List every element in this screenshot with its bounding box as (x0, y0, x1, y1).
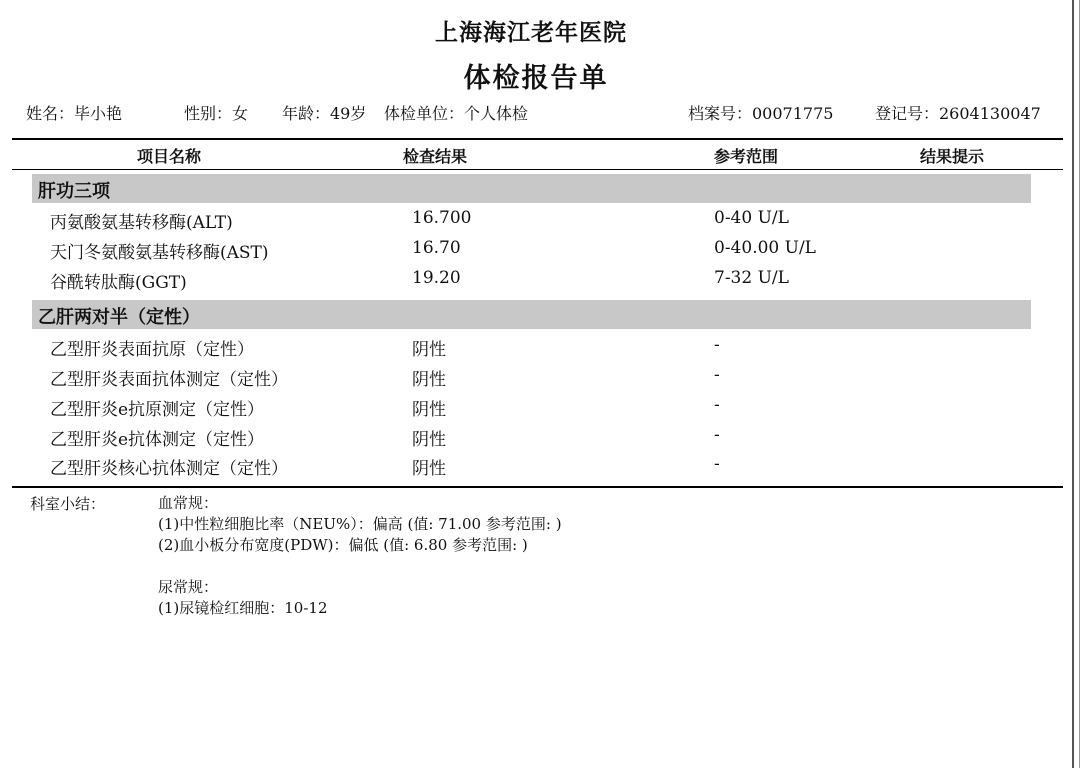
column-header-hint: 结果提示 (920, 147, 985, 166)
item-name: 天门冬氨酸氨基转移酶(AST) (50, 243, 269, 263)
item-result: 19.20 (412, 268, 461, 288)
summary-line: 尿常规： (158, 578, 219, 596)
item-name: 乙型肝炎表面抗原（定性） (50, 340, 254, 360)
patient-age: 年龄：49岁 (282, 104, 367, 123)
item-result: 16.70 (412, 238, 461, 258)
item-reference: - (714, 365, 720, 385)
summary-line: (1)中性粒细胞比率（NEU%）：偏高 (值: 71.00 参考范围: ) (158, 515, 562, 533)
table-row (0, 335, 1072, 365)
item-result: 阴性 (412, 459, 446, 479)
page-border-outer (1079, 0, 1080, 768)
summary-line: (2)血小板分布宽度(PDW)：偏低 (值: 6.80 参考范围: ) (158, 536, 528, 554)
section-header (32, 174, 1031, 203)
item-result: 阴性 (412, 370, 446, 390)
item-name: 乙型肝炎表面抗体测定（定性） (50, 370, 288, 390)
summary-line: 血常规： (158, 494, 219, 512)
item-name: 谷酰转肽酶(GGT) (50, 273, 187, 293)
item-reference: 7-32 U/L (714, 268, 789, 288)
item-reference: 0-40.00 U/L (714, 238, 816, 258)
item-name: 乙型肝炎e抗原测定（定性） (50, 400, 265, 420)
item-reference: - (714, 454, 720, 474)
registration-number: 登记号：2604130047 (875, 104, 1041, 123)
summary-label: 科室小结： (30, 495, 106, 513)
table-row (0, 268, 1072, 298)
table-bottom-rule (12, 486, 1063, 488)
item-result: 阴性 (412, 400, 446, 420)
patient-name: 姓名：毕小艳 (26, 104, 123, 123)
file-number: 档案号：00071775 (688, 104, 834, 123)
item-reference: - (714, 395, 720, 415)
summary-line (158, 556, 562, 577)
item-reference: - (714, 425, 720, 445)
page-border (1072, 0, 1074, 768)
hospital-name: 上海海江老年医院 (435, 20, 627, 46)
report-title: 体检报告单 (463, 63, 609, 94)
table-row (0, 208, 1072, 238)
item-name: 乙型肝炎核心抗体测定（定性） (50, 459, 288, 479)
section-header (32, 300, 1031, 329)
column-header-reference: 参考范围 (714, 147, 779, 166)
column-header-item: 项目名称 (137, 147, 202, 166)
summary-line: (1)尿镜检红细胞：10-12 (158, 599, 328, 617)
column-header-result: 检查结果 (403, 147, 468, 166)
patient-unit: 体检单位：个人体检 (384, 104, 529, 123)
item-result: 阴性 (412, 430, 446, 450)
item-result: 阴性 (412, 340, 446, 360)
department-summary (158, 493, 562, 619)
item-name: 丙氨酸氨基转移酶(ALT) (50, 213, 233, 233)
header-top-rule (12, 138, 1063, 140)
table-row (0, 425, 1072, 455)
table-row (0, 238, 1072, 268)
header-bottom-rule (12, 169, 1063, 170)
table-row (0, 454, 1072, 484)
item-name: 乙型肝炎e抗体测定（定性） (50, 430, 265, 450)
section-title: 肝功三项 (38, 181, 110, 202)
item-reference: - (714, 335, 720, 355)
section-title: 乙肝两对半（定性） (38, 307, 200, 328)
table-row (0, 395, 1072, 425)
item-result: 16.700 (412, 208, 472, 228)
table-row (0, 365, 1072, 395)
patient-gender: 性别：女 (184, 104, 249, 123)
item-reference: 0-40 U/L (714, 208, 789, 228)
